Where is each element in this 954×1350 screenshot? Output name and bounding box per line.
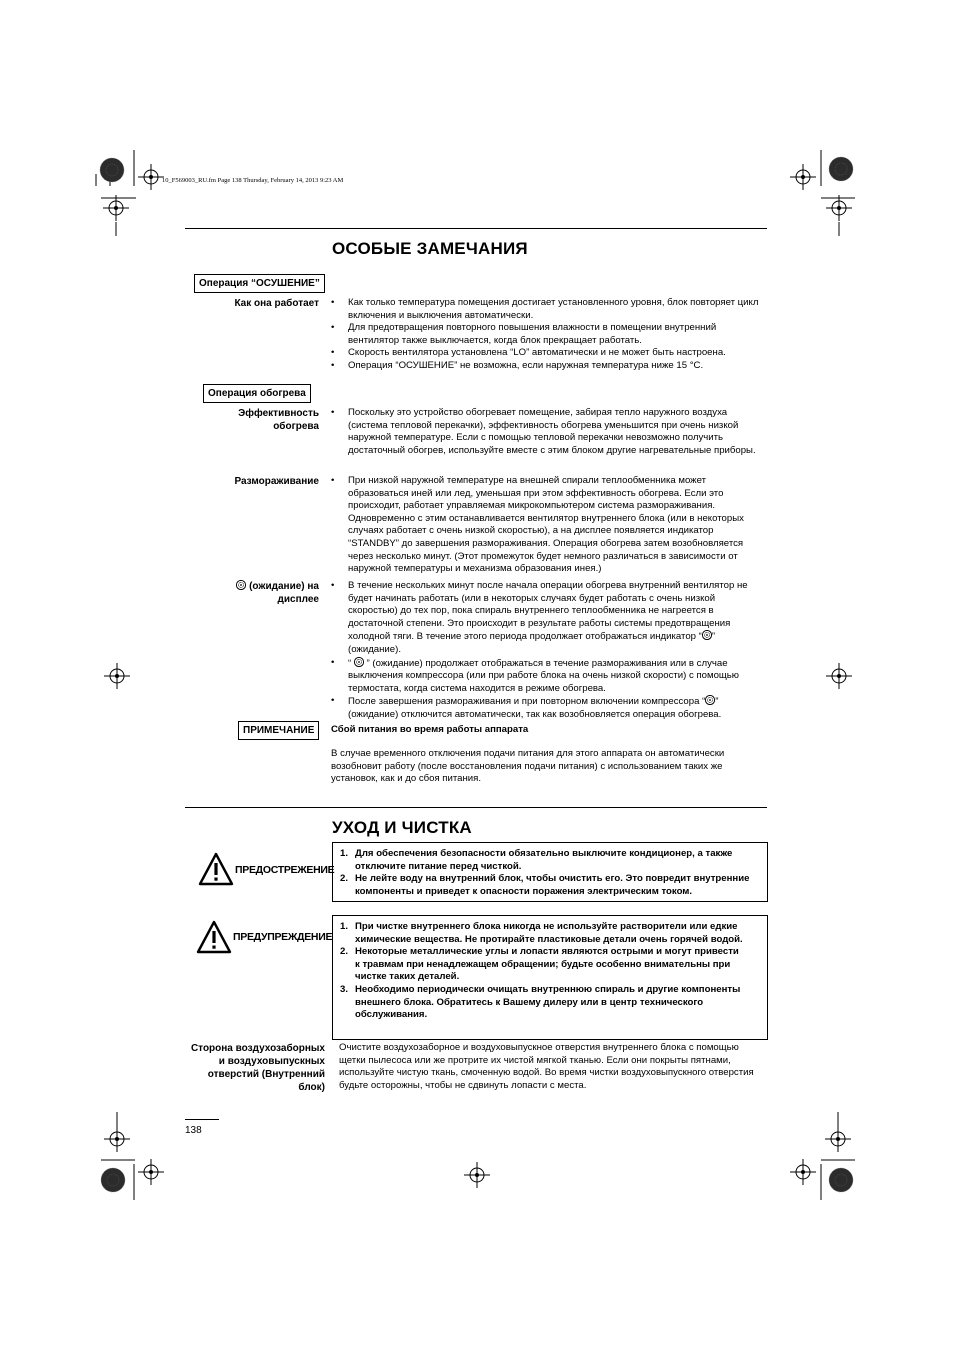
standby-icon xyxy=(702,630,712,640)
list-item: • В течение нескольких минут после начала операции обогрева внутренний вентилятор не будет начинать работать (или в некоторых случаях будет работать с очень низкой скоростью) до тех пор, пока спираль внутреннего теплообменника не нагреется в достаточной степени. Это происходит в результате работы системы предотвращения холодной тяги. В течение этого периода продолжает отображаться индикатор “ ” (ожидание). xyxy=(331,580,748,655)
list-item: • Скорость вентилятора установлена “LO” автоматически и не может быть настроена. xyxy=(331,347,726,359)
note-label: ПРИМЕЧАНИЕ xyxy=(238,721,319,740)
list-item: 2. Некоторые металлические углы и лопасти являются острыми и могут привести к травмам при ненадлежащем обращении; будьте особенно внимательны при чистке таких деталей. xyxy=(340,946,739,983)
registration-mark-bottom-center xyxy=(464,1162,490,1188)
vents-label: Сторона воздухозаборных и воздуховыпускных отверстий (Внутренний блок) xyxy=(190,1043,325,1093)
note-text: В случае временного отключения подачи питания для этого аппарата он автоматически возобновит работу (после восстановления подачи питания) с использованием таких же установок, как и до сбоя питания. xyxy=(331,748,725,785)
warning-triangle-icon xyxy=(196,920,232,954)
standby-icon xyxy=(236,580,246,590)
dry-operation-label: Операция “ОСУШЕНИЕ” xyxy=(194,274,325,293)
how-it-works-label: Как она работает xyxy=(234,298,319,309)
list-item: • После завершения размораживания и при повторном включении компрессора “ ” (ожидание) отключится автоматически, так как возобновляется операция обогрева. xyxy=(331,695,722,720)
warning-triangle-icon xyxy=(198,852,234,886)
color-disc-bottom-right xyxy=(829,1168,853,1192)
color-disc-top-right xyxy=(829,157,853,181)
list-item: • “ ” (ожидание) продолжает отображаться в течение размораживания или в случае выключения компрессора (или при работе блока на очень низкой скорости) с помощью термостата, когда система находится в режиме обогрева. xyxy=(331,656,740,694)
warning-label: ПРЕДУПРЕЖДЕНИЕ xyxy=(233,931,333,943)
caution-label: ПРЕДОСТРЕЖЕНИЕ xyxy=(235,864,335,876)
registration-mark-top-left-a xyxy=(138,164,164,190)
heating-efficiency-label: Эффективность обогрева xyxy=(238,408,319,432)
caution-box xyxy=(332,842,768,902)
list-item: 1. При чистке внутреннего блока никогда не используйте растворители или едкие химические вещества. Не протирайте пластиковые детали очень горячей водой. xyxy=(340,921,743,945)
standby-display-label: (ожидание) на дисплее xyxy=(185,580,319,606)
list-item: • При низкой наружной температуре на внешней спирали теплообменника может образоваться иней или лед, уменьшая при этом эффективность обогрева. Если это происходит, работает управляемая микрокомпьютером система размораживания. Одновременно с этим останавливается вентилятор внутреннего блока (или в некоторых случаях работает с очень низкой скоростью), а на дисплее появляется индикатор “STANDBY” до завершения размораживания. Операция обогрева затем возобновляется через несколько минут. (Этот промежуток будет немного различаться в зависимости от наружной температуры и механизма образования инея.) xyxy=(331,475,744,575)
section-rule xyxy=(185,807,767,808)
color-disc-bottom-left xyxy=(101,1168,125,1192)
registration-mark-bottom-right-a xyxy=(825,1126,851,1152)
registration-mark-left-middle xyxy=(104,663,130,689)
warning-list xyxy=(333,921,743,1022)
page-number-rule xyxy=(185,1119,219,1120)
list-item: 1. Для обеспечения безопасности обязательно выключите кондиционер, а также отключите питание перед чисткой. xyxy=(340,848,733,872)
standby-bullets xyxy=(331,580,761,722)
warning-box xyxy=(332,915,768,1040)
registration-mark-top-right-a xyxy=(790,164,816,190)
note-title: Сбой питания во время работы аппарата xyxy=(331,724,529,735)
page-number: 138 xyxy=(185,1125,202,1136)
color-disc-top-left xyxy=(100,158,124,182)
standby-icon xyxy=(354,657,364,667)
registration-mark-top-right-b xyxy=(826,195,852,221)
list-item: 3. Необходимо периодически очищать внутреннюю спираль и другие компоненты внешнего блока. Обратитесь к Вашему дилеру или в центр технического обслуживания. xyxy=(340,983,741,1021)
file-info: 10_F569003_RU.fm Page 138 Thursday, February 14, 2013 9:23 AM xyxy=(162,177,344,184)
section-title-special-notes: ОСОБЫЕ ЗАМЕЧАНИЯ xyxy=(332,239,528,258)
list-item: • Как только температура помещения достигает установленного уровня, блок повторяет цикл включения и выключения автоматически. xyxy=(331,297,759,321)
registration-mark-bottom-left-a xyxy=(104,1126,130,1152)
efficiency-bullets xyxy=(331,407,761,457)
list-item: • Для предотвращения повторного повышения влажности в помещении внутренний вентилятор также выключается, когда блок прекращает работать. xyxy=(331,322,717,346)
section-title-care-cleaning: УХОД И ЧИСТКА xyxy=(332,818,472,837)
list-item: 2. Не лейте воду на внутренний блок, чтобы очистить его. Это повредит внутренние компоненты и приведет к опасности поражения электрическим током. xyxy=(340,873,750,897)
section-rule xyxy=(185,228,767,229)
registration-mark-bottom-right-b xyxy=(790,1159,816,1185)
list-item: • Поскольку это устройство обогревает помещение, забирая тепло наружного воздуха (система тепловой перекачки), эффективность обогрева уменьшится при очень низкой наружной температуре. Если с помощью тепловой перекачки невозможно получить достаточный обогрев, используйте вместе с этим блоком другие нагревательные приборы. xyxy=(331,407,756,456)
standby-icon xyxy=(705,695,715,705)
heat-operation-label: Операция обогрева xyxy=(203,384,311,403)
defrost-label: Размораживание xyxy=(234,476,319,487)
vents-text: Очистите воздухозаборное и воздуховыпускное отверстия внутреннего блока с помощью щетки пылесоса или же протрите их чистой мягкой тканью. Если они покрыты пятнами, используйте чистую ткань, смоченную водой. Во время чистки воздуховыпускного отверстия будьте осторожны, чтобы не сдвинуть лопасти с места. xyxy=(339,1042,754,1091)
list-item: • Операция “ОСУШЕНИЕ” не возможна, если наружная температура ниже 15 °C. xyxy=(331,359,704,371)
caution-list xyxy=(333,848,753,898)
dry-bullets xyxy=(331,297,761,373)
registration-mark-right-middle xyxy=(826,663,852,689)
registration-mark-top-left-b xyxy=(103,195,129,221)
defrost-bullets xyxy=(331,475,761,576)
registration-mark-bottom-left-b xyxy=(138,1159,164,1185)
